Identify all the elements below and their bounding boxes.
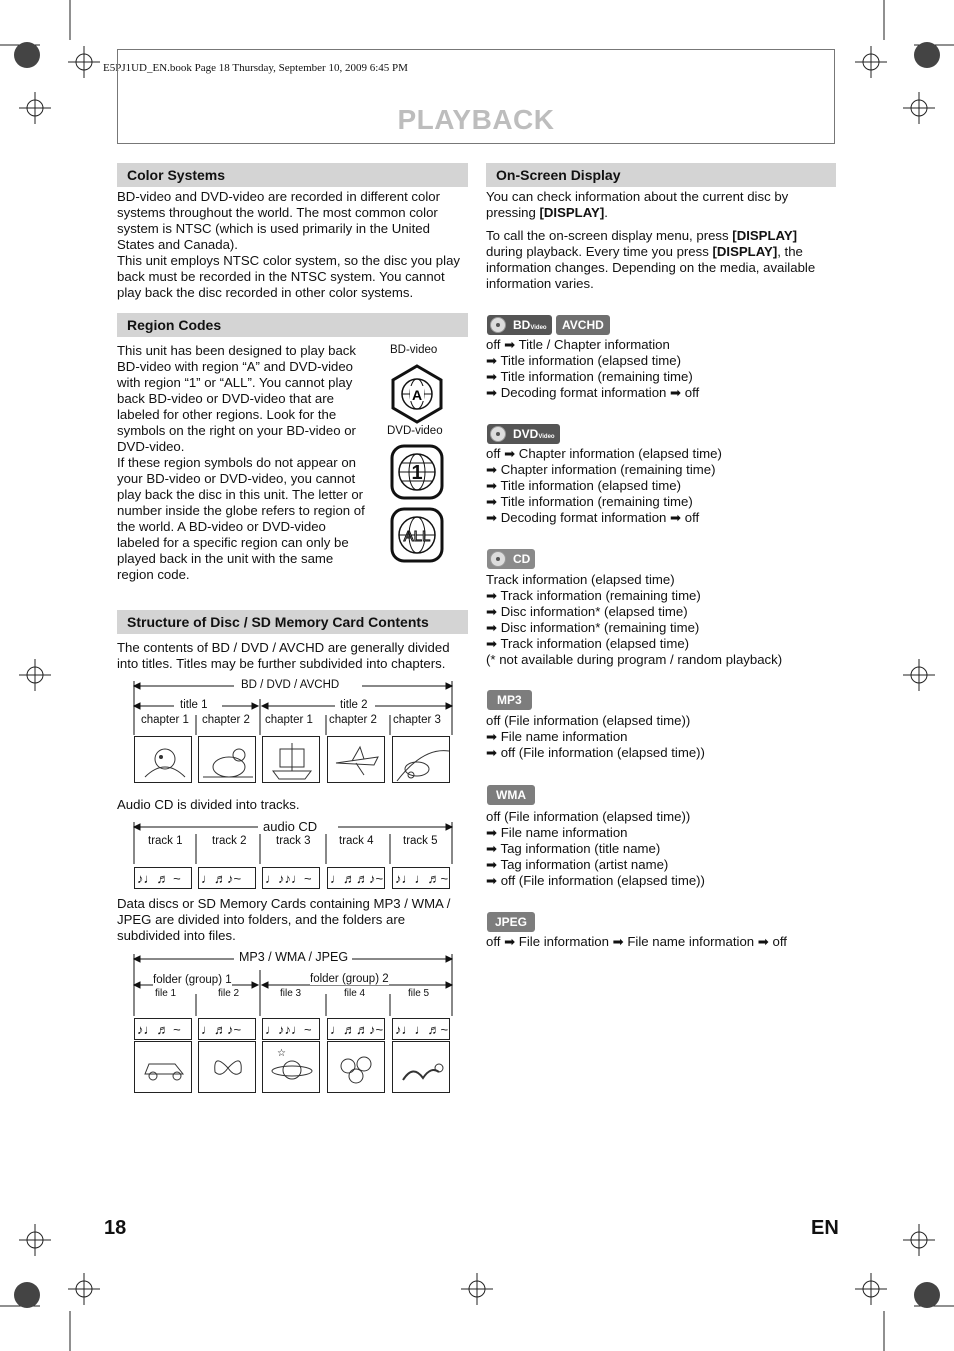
data-disc-intro: Data discs or SD Memory Cards containing MP3 / WMA / JPEG are divided into folders, and the folders are subdivided into files. (117, 896, 451, 943)
file-label: file 3 (280, 988, 302, 999)
title-1-label: title 1 (180, 699, 208, 711)
music-notes-icon: ♪♩♬ ~ (134, 867, 192, 889)
wma-info-list (486, 809, 705, 889)
bd-dvd-avchd-label: BD / DVD / AVCHD (241, 679, 340, 691)
bd-info-line: ➡ Decoding format information ➡ off (486, 385, 700, 400)
structure-heading: Structure of Disc / SD Memory Card Contents (117, 610, 468, 634)
osd-p2-text: during playback. Every time you press (486, 244, 713, 259)
wma-info-line: ➡ off (File information (elapsed time)) (486, 873, 705, 888)
chapter-3-picture (262, 736, 320, 783)
track-label: track 5 (403, 835, 438, 847)
bd-info-line: ➡ Title information (elapsed time) (486, 353, 682, 368)
wma-info-line: ➡ File name information (486, 825, 628, 840)
chapter-label: chapter 3 (393, 714, 441, 726)
wma-info-line: ➡ Tag information (artist name) (486, 857, 669, 872)
chapter-1-picture (134, 736, 192, 783)
color-systems-text-2: This unit employs NTSC color system, so the disc you play back must be recorded in the NTSC system. You cannot play back the disc recorded in other color systems. (117, 253, 460, 300)
wma-info-line: ➡ Tag information (title name) (486, 841, 661, 856)
folder-2-label: folder (group) 2 (310, 973, 389, 985)
structure-intro: The contents of BD / DVD / AVCHD are generally divided into titles. Titles may be further subdivided into chapters. (117, 640, 450, 671)
jpeg-badge-wrap (487, 912, 535, 932)
svg-text:☆: ☆ (277, 1048, 286, 1059)
title-2-label: title 2 (340, 699, 368, 711)
cd-info-line: ➡ Track information (remaining time) (486, 588, 701, 603)
caterpillar-picture (392, 1041, 450, 1093)
dvd-info-line: off ➡ Chapter information (elapsed time) (486, 446, 722, 461)
dvd-video-label: DVD-video (387, 425, 443, 437)
page-number: 18 (104, 1217, 127, 1239)
display-key-label: [DISPLAY] (732, 228, 798, 243)
file-label: file 5 (408, 988, 430, 999)
chapter-2-picture (198, 736, 256, 783)
display-key-label: [DISPLAY] (712, 244, 778, 259)
chapter-label: chapter 2 (329, 714, 377, 726)
butterfly-picture (198, 1041, 256, 1093)
track-label: track 3 (276, 835, 311, 847)
osd-p2-text: To call the on-screen display menu, press (486, 228, 733, 243)
music-notes-icon: ♩♬♪~ (198, 1018, 256, 1040)
dvd-video-badge (487, 424, 560, 444)
osd-p2-text: , the information changes. Depending on the media, available information varies. (486, 244, 816, 291)
mp3-badge: MP3 (487, 690, 532, 710)
region-codes-text-2: If these region symbols do not appear on your BD-video or DVD-video, you cannot play back the disc in this unit. The letter or number inside the globe refers to region of the world. A BD-video or DVD-video labeled for a specific region can only be played back in the unit with the same region code. (117, 455, 365, 582)
mp3-wma-jpeg-label: MP3 / WMA / JPEG (239, 950, 349, 964)
dvd-disc-icon: DVDVideo (487, 424, 560, 444)
track-label: track 1 (148, 835, 183, 847)
music-notes-icon: ♩♬♬♪~ (327, 1018, 385, 1040)
track-label: track 2 (212, 835, 247, 847)
dvd-info-line: ➡ Title information (elapsed time) (486, 478, 682, 493)
region-a-letter: A (411, 387, 423, 403)
dvd-info-line: ➡ Title information (remaining time) (486, 494, 693, 509)
dvd-info-line: ➡ Decoding format information ➡ off (486, 510, 700, 525)
osd-heading: On-Screen Display (486, 163, 836, 187)
flowers-picture (327, 1041, 385, 1093)
cd-disc-icon: CD (487, 549, 535, 569)
wma-badge: WMA (487, 785, 535, 805)
music-notes-icon: ♪♩♩♬~ (392, 1018, 450, 1040)
dvd-info-list (486, 446, 722, 526)
file-label: file 4 (344, 988, 366, 999)
page-title: PLAYBACK (397, 104, 555, 135)
cd-badge (487, 549, 535, 569)
osd-p1-end: . (604, 205, 608, 220)
avchd-badge: AVCHD (556, 315, 610, 335)
file-label: file 1 (155, 988, 177, 999)
mp3-info-list (486, 713, 705, 761)
car-picture (134, 1041, 192, 1093)
music-notes-icon: ♩♬♪~ (198, 867, 256, 889)
bd-info-line: ➡ Title information (remaining time) (486, 369, 693, 384)
planet-picture (262, 1041, 320, 1093)
dvd-info-line: ➡ Chapter information (remaining time) (486, 462, 716, 477)
chapter-5-picture (392, 736, 450, 783)
bd-video-label: BD-video (390, 344, 438, 356)
color-systems-text-1: BD-video and DVD-video are recorded in different color systems throughout the world. The most common color system is NTSC (which is used primarily in the United States and Canada). (117, 189, 441, 252)
bd-info-list (486, 337, 699, 401)
chapter-4-picture (327, 736, 385, 783)
region-all-icon (390, 507, 444, 563)
bd-disc-icon: BDVideo (487, 315, 552, 335)
bd-info-line: off ➡ Title / Chapter information (486, 337, 670, 352)
chapter-label: chapter 1 (141, 714, 189, 726)
music-notes-icon: ♪♩♬ ~ (134, 1018, 192, 1040)
color-systems-heading: Color Systems (117, 163, 468, 187)
color-systems-body (117, 189, 467, 301)
cd-intro: Audio CD is divided into tracks. (117, 797, 300, 812)
music-notes-icon: ♩♬♬♪~ (327, 867, 385, 889)
region-all-text: ALL (403, 528, 431, 545)
bd-video-badge (487, 315, 610, 335)
mp3-info-line: ➡ File name information (486, 729, 628, 744)
region-1-icon (390, 444, 444, 500)
audio-cd-label: audio CD (263, 819, 318, 834)
cd-info-note: (* not available during program / random playback) (486, 652, 783, 667)
jpeg-info-line: off ➡ File information ➡ File name information ➡ off (486, 934, 787, 949)
region-codes-body (117, 343, 369, 583)
file-header-note: E5PJ1UD_EN.book Page 18 Thursday, September 10, 2009 6:45 PM (103, 62, 408, 74)
cd-info-list (486, 572, 782, 668)
region-a-icon (389, 364, 445, 424)
chapter-label: chapter 2 (202, 714, 250, 726)
region-codes-text-1: This unit has been designed to play back BD-video with region “A” and DVD-video with region “1” or “ALL”. You cannot play back BD-video or DVD-video that are labeled for other regions. Look for the symbols on the right on your BD-video or DVD-video. (117, 343, 356, 454)
region-codes-heading: Region Codes (117, 313, 468, 337)
track-label: track 4 (339, 835, 374, 847)
language-code: EN (811, 1217, 839, 1239)
wma-badge-wrap (487, 785, 535, 805)
region-1-number: 1 (411, 462, 423, 484)
jpeg-badge: JPEG (487, 912, 535, 932)
wma-info-line: off (File information (elapsed time)) (486, 809, 691, 824)
chapter-label: chapter 1 (265, 714, 313, 726)
file-label: file 2 (218, 988, 240, 999)
music-notes-icon: ♩♪♪♩~ (262, 1018, 320, 1040)
music-notes-icon: ♩♪♪♩~ (262, 867, 320, 889)
osd-intro (486, 189, 831, 292)
display-key-label: [DISPLAY] (539, 205, 605, 220)
cd-info-line: ➡ Track information (elapsed time) (486, 636, 690, 651)
mp3-info-line: ➡ off (File information (elapsed time)) (486, 745, 705, 760)
cd-info-line: ➡ Disc information* (remaining time) (486, 620, 700, 635)
osd-p1-text: You can check information about the current disc by pressing (486, 189, 789, 220)
mp3-info-line: off (File information (elapsed time)) (486, 713, 691, 728)
cd-info-line: ➡ Disc information* (elapsed time) (486, 604, 688, 619)
mp3-badge-wrap (487, 690, 532, 710)
cd-info-line: Track information (elapsed time) (486, 572, 675, 587)
music-notes-icon: ♪♩♩♬~ (392, 867, 450, 889)
folder-1-label: folder (group) 1 (153, 974, 232, 986)
